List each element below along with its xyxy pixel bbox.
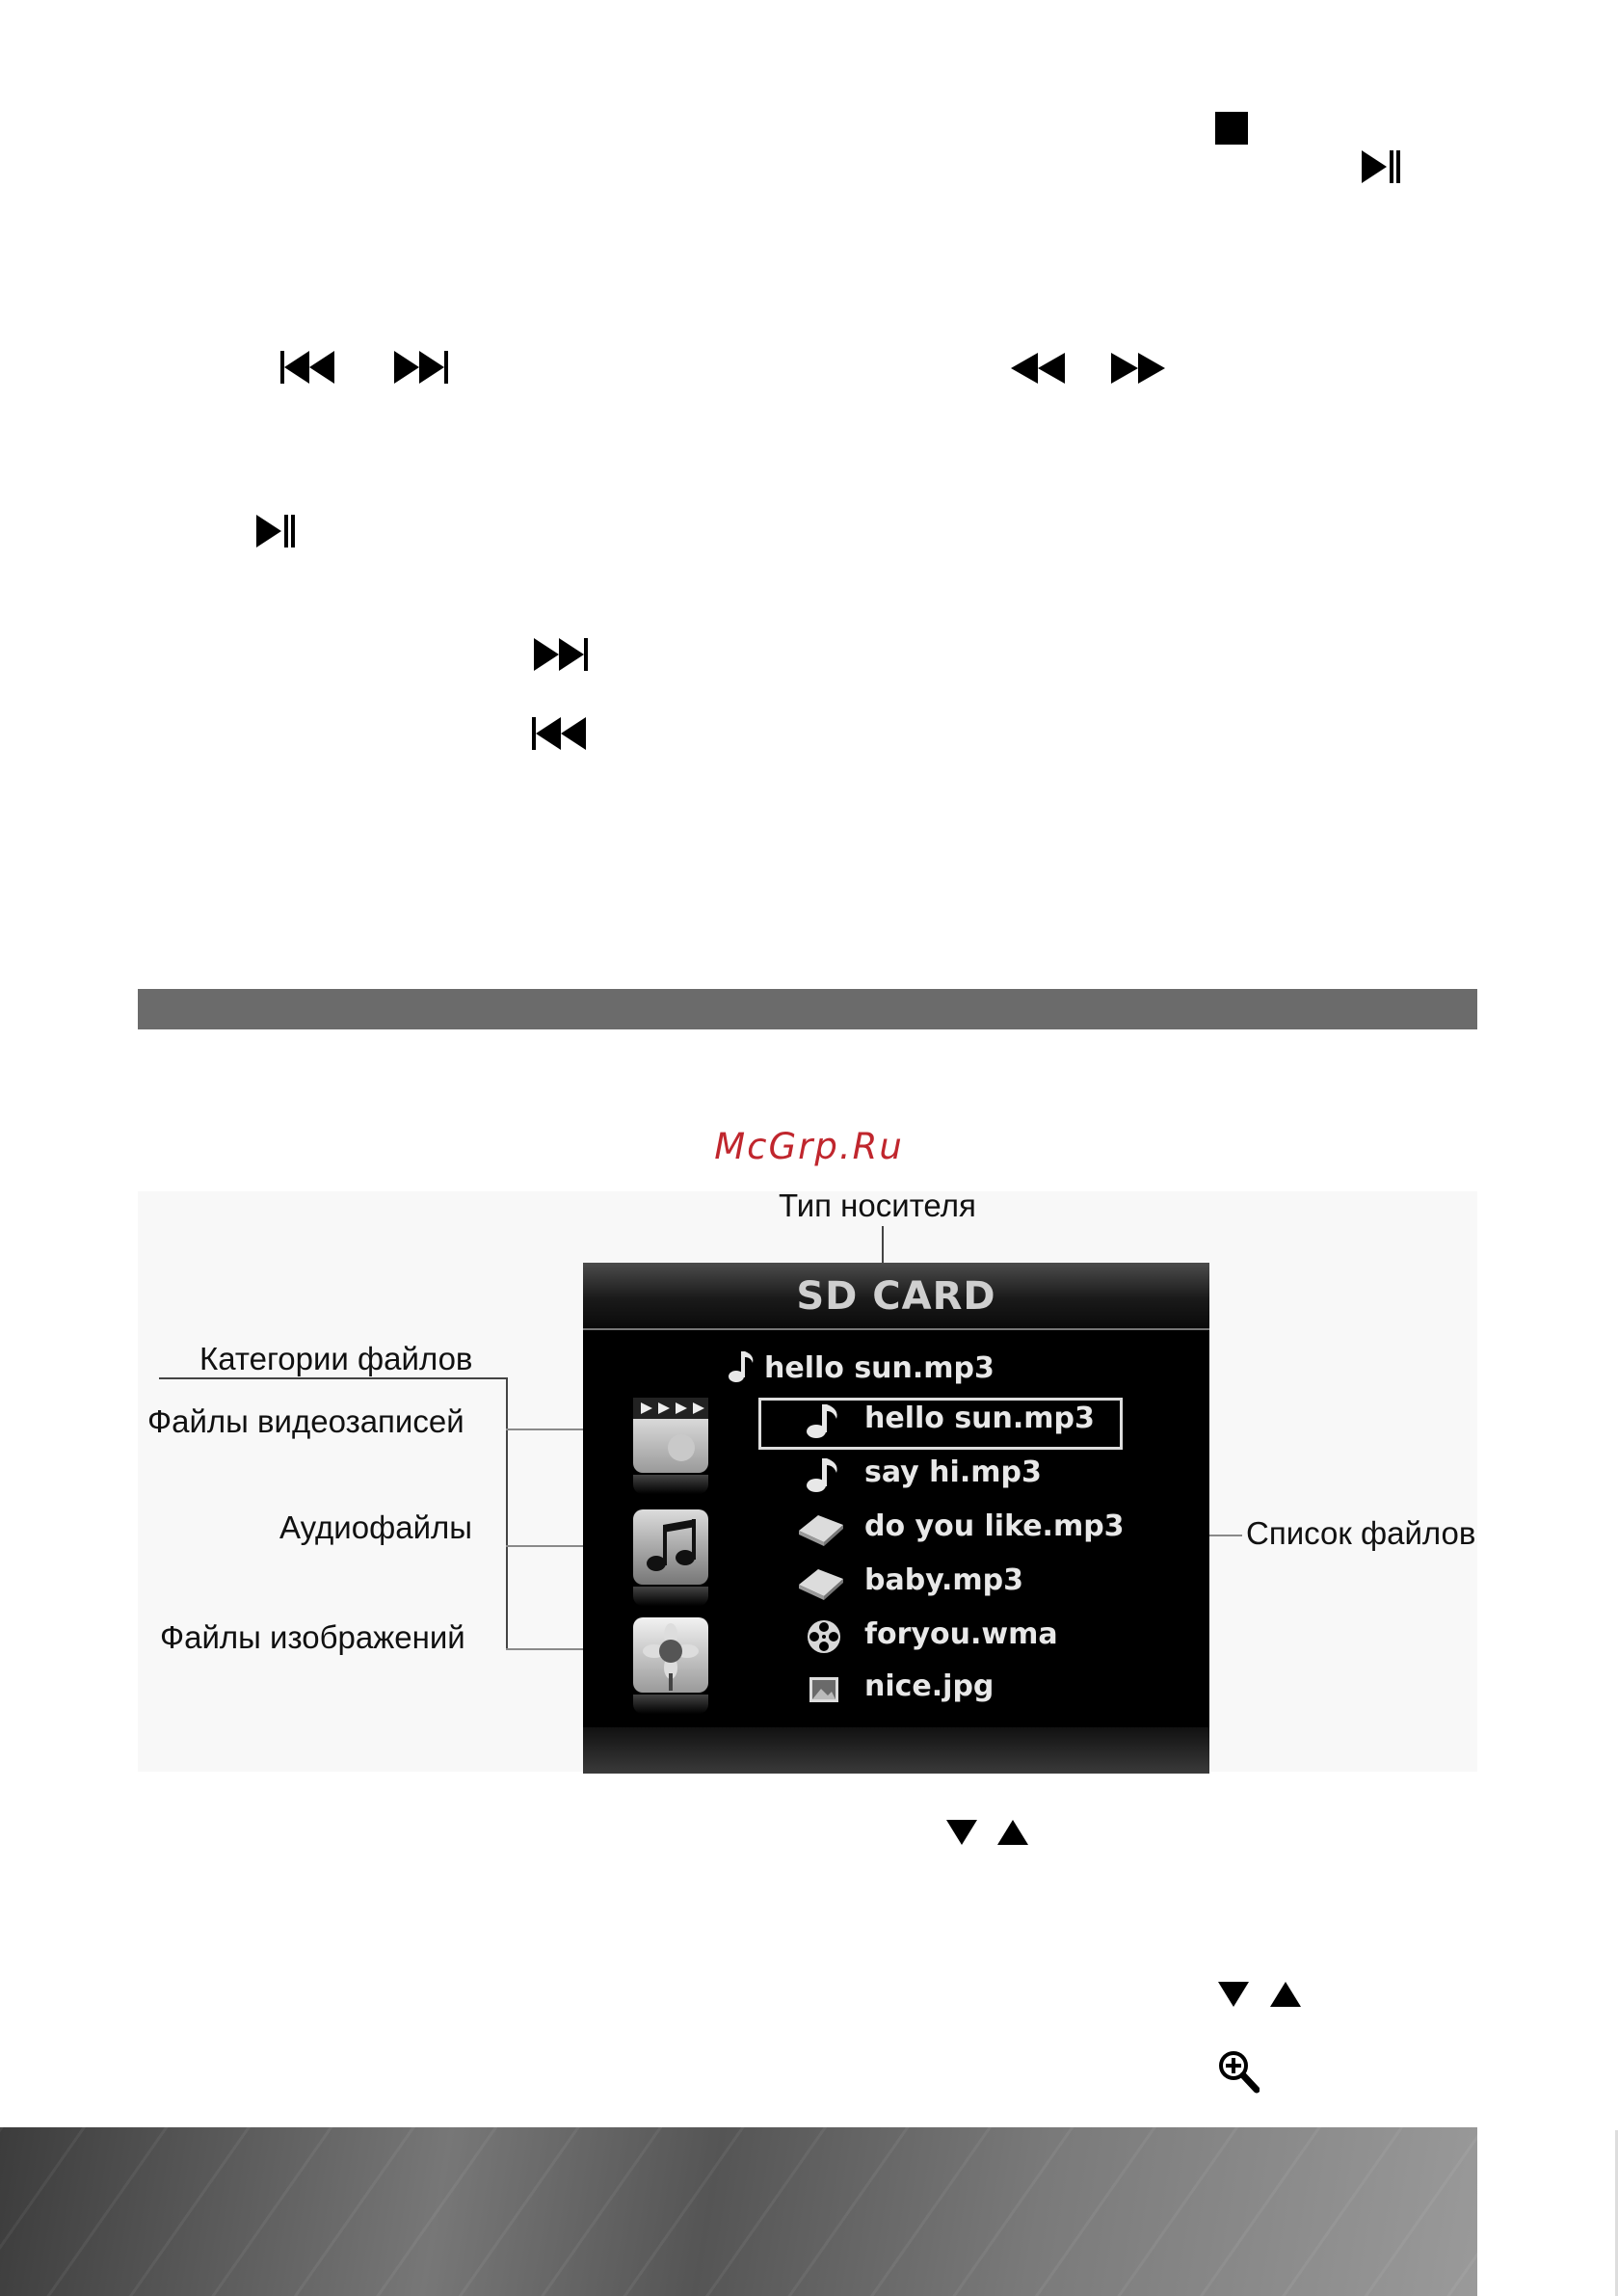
stop-icon (1215, 112, 1248, 145)
skip-next-icon (532, 638, 588, 671)
video-clapper-icon[interactable] (633, 1398, 708, 1473)
section-divider-bar (138, 989, 1477, 1029)
audio-icon-reflection (633, 1587, 708, 1606)
image-icon-reflection (633, 1695, 708, 1714)
file-name: hello sun.mp3 (864, 1402, 1095, 1435)
media-type-leader-line (882, 1226, 884, 1265)
zoom-in-icon (1217, 2049, 1260, 2094)
file-name: foryou.wma (864, 1617, 1058, 1651)
media-type-callout: Тип носителя (779, 1188, 976, 1223)
file-name: do you like.mp3 (864, 1509, 1125, 1543)
triangle-down-icon (946, 1820, 977, 1845)
triangle-down-icon (1218, 1982, 1249, 2007)
music-note-icon (805, 1455, 843, 1494)
film-reel-icon (805, 1617, 843, 1656)
skip-previous-icon (532, 717, 588, 750)
music-note-icon (728, 1349, 756, 1389)
skip-previous-icon (280, 351, 336, 384)
skip-next-icon (392, 351, 448, 384)
screen-footer (583, 1727, 1209, 1774)
file-name: baby.mp3 (864, 1563, 1023, 1597)
file-name: nice.jpg (864, 1669, 995, 1703)
play-pause-icon (256, 515, 297, 547)
video-files-callout: Файлы видеозаписей (147, 1403, 464, 1439)
video-icon-reflection (633, 1475, 708, 1494)
device-screen (583, 1263, 1209, 1774)
triangle-up-icon (1270, 1982, 1301, 2007)
play-pause-icon (1362, 150, 1402, 183)
media-type-label: SD CARD (796, 1274, 996, 1319)
folder-icon (797, 1509, 845, 1548)
footer-decorative-band (0, 2127, 1477, 2296)
music-note-icon[interactable] (633, 1509, 708, 1585)
file-categories-callout: Категории файлов (199, 1341, 473, 1376)
fast-forward-icon (1111, 353, 1165, 384)
screen-header (583, 1263, 1209, 1330)
music-note-icon (805, 1402, 843, 1440)
folder-icon (797, 1563, 845, 1602)
file-categories-bracket (506, 1377, 508, 1650)
now-playing-label: hello sun.mp3 (764, 1351, 995, 1385)
audio-files-callout: Аудиофайлы (279, 1509, 472, 1545)
watermark: McGrp.Ru (714, 1126, 904, 1167)
image-icon (805, 1669, 843, 1708)
image-files-callout: Файлы изображений (160, 1619, 465, 1655)
file-name: say hi.mp3 (864, 1455, 1042, 1489)
file-list-callout: Список файлов (1246, 1515, 1476, 1551)
rewind-icon (1011, 353, 1065, 384)
sunflower-icon[interactable] (633, 1617, 708, 1693)
file-categories-underline (159, 1377, 508, 1379)
triangle-up-icon (997, 1820, 1028, 1845)
